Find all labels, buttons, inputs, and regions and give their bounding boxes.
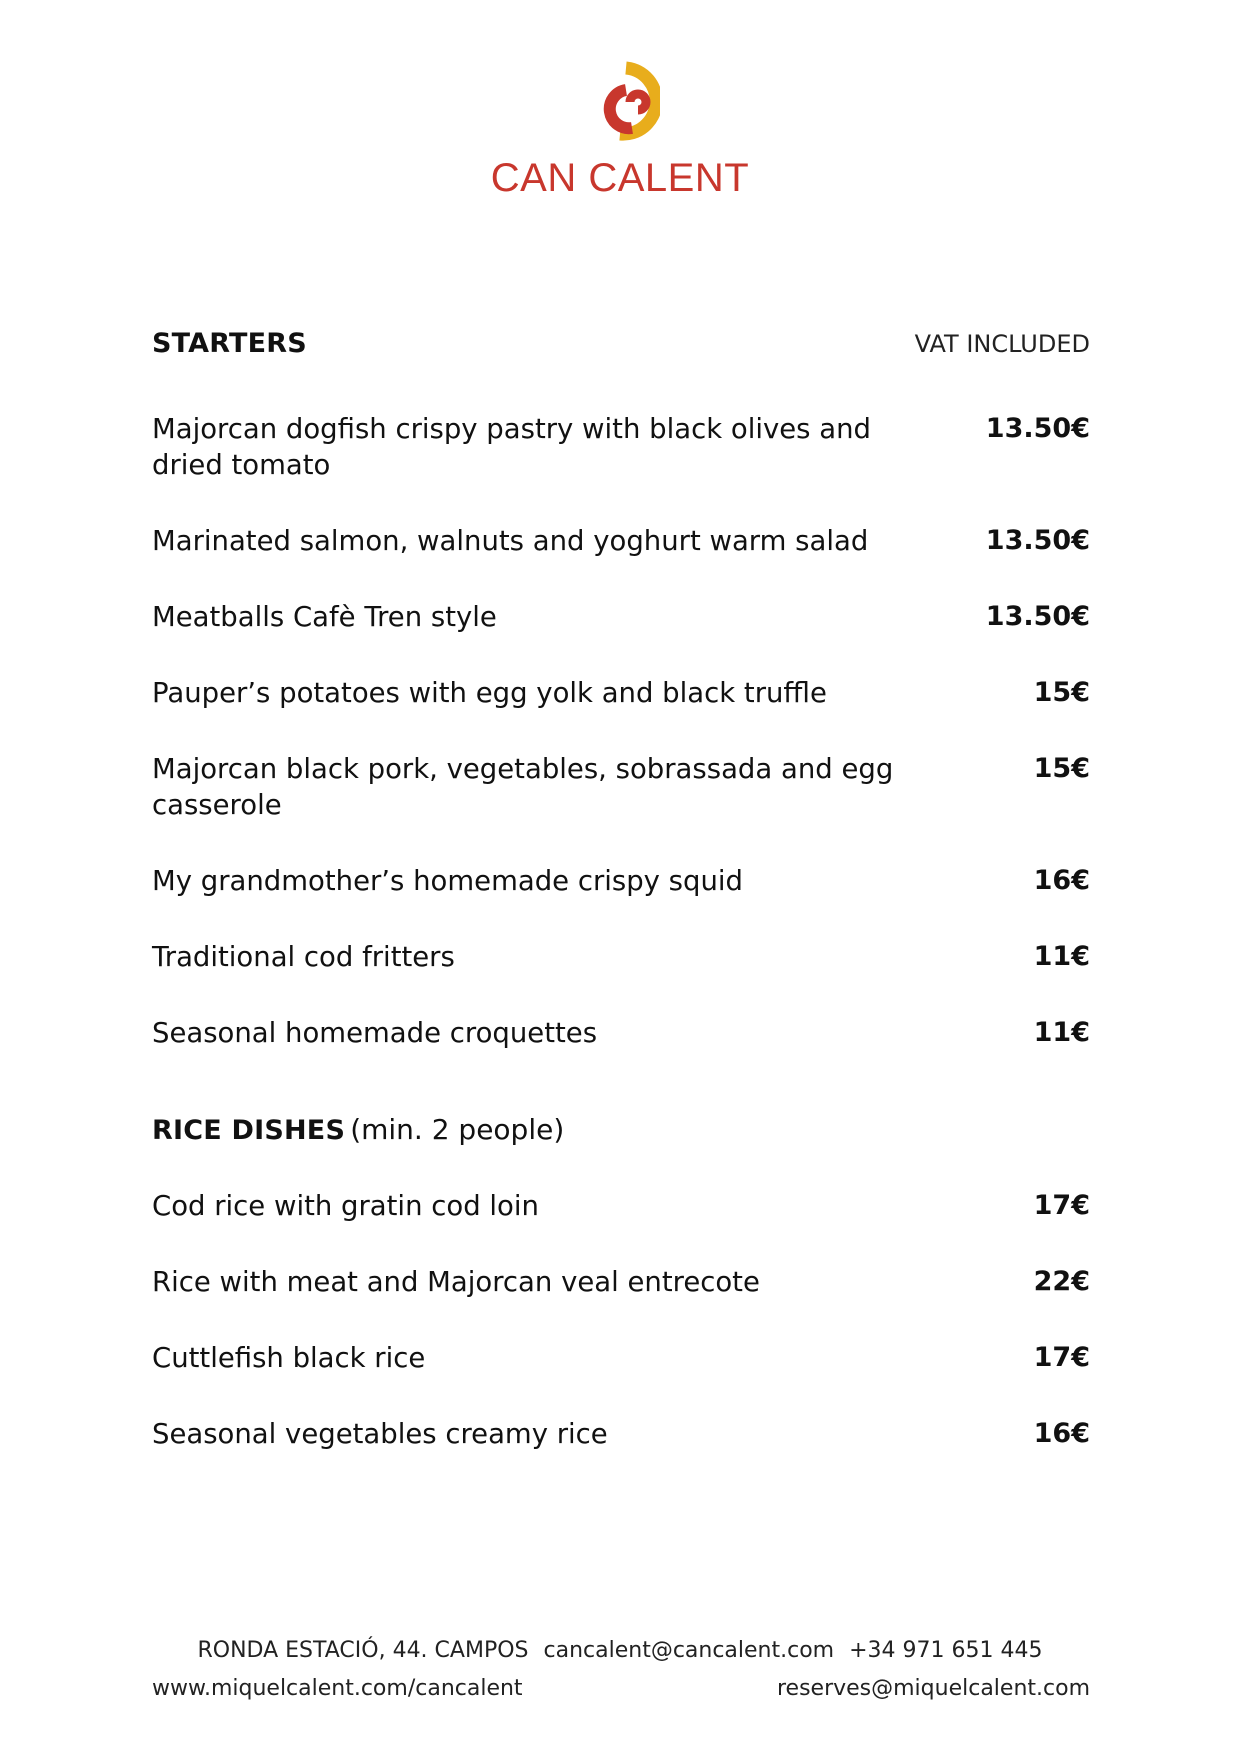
menu-item [152, 1188, 1090, 1224]
item-name: Seasonal homemade croquettes [152, 1017, 598, 1049]
starters-title: STARTERS [152, 328, 307, 359]
item-name: My grandmother’s homemade crispy squid [152, 865, 743, 897]
item-name: Majorcan dogfish crispy pastry with black olives and dried tomato [152, 413, 871, 481]
menu-item [152, 411, 1090, 483]
item-name: Meatballs Cafè Tren style [152, 601, 497, 633]
logo [0, 56, 1240, 201]
footer-contact [0, 1638, 1240, 1663]
item-price: 13.50€ [985, 525, 1090, 556]
item-price: 17€ [1033, 1190, 1090, 1221]
item-price: 11€ [1033, 941, 1090, 972]
item-name: Cuttlefish black rice [152, 1342, 426, 1374]
footer-phone[interactable]: +34 971 651 445 [849, 1638, 1043, 1663]
item-price: 22€ [1033, 1266, 1090, 1297]
rice-title-group [152, 1113, 564, 1146]
item-price: 15€ [1033, 677, 1090, 708]
footer-reservations-email[interactable]: reserves@miquelcalent.com [776, 1676, 1090, 1701]
item-name: Pauper’s potatoes with egg yolk and black truffle [152, 677, 827, 709]
item-name: Seasonal vegetables creamy rice [152, 1418, 608, 1450]
menu-item [152, 939, 1090, 975]
rice-title: RICE DISHES [152, 1115, 346, 1146]
menu-item [152, 863, 1090, 899]
item-price: 13.50€ [985, 413, 1090, 444]
item-price: 13.50€ [985, 601, 1090, 632]
menu-item [152, 751, 1090, 823]
rice-note: (min. 2 people) [350, 1113, 565, 1146]
menu-item [152, 1416, 1090, 1452]
item-name: Marinated salmon, walnuts and yoghurt warm salad [152, 525, 869, 557]
item-name: Majorcan black pork, vegetables, sobrassada and egg casserole [152, 753, 894, 821]
rice-list [152, 1188, 1090, 1452]
starters-list [152, 411, 1090, 1051]
footer-email[interactable]: cancalent@cancalent.com [543, 1638, 835, 1663]
footer-website[interactable]: www.miquelcalent.com/cancalent [152, 1676, 523, 1701]
menu-item [152, 1264, 1090, 1300]
brand-name: CAN CALENT [490, 156, 750, 200]
item-name: Traditional cod fritters [152, 941, 455, 973]
item-price: 16€ [1033, 865, 1090, 896]
menu-item [152, 1015, 1090, 1051]
menu-item [152, 523, 1090, 559]
item-price: 15€ [1033, 753, 1090, 784]
item-name: Rice with meat and Majorcan veal entrecote [152, 1266, 760, 1298]
vat-note: VAT INCLUDED [914, 330, 1090, 358]
footer-address: RONDA ESTACIÓ, 44. CAMPOS [197, 1638, 529, 1663]
rice-header [152, 1113, 1090, 1146]
can-calent-logo-icon [580, 56, 660, 146]
item-name: Cod rice with gratin cod loin [152, 1190, 539, 1222]
menu-item [152, 675, 1090, 711]
item-price: 17€ [1033, 1342, 1090, 1373]
menu-item [152, 1340, 1090, 1376]
footer-links [152, 1676, 1090, 1701]
menu-item [152, 599, 1090, 635]
menu [152, 328, 1090, 1492]
starters-header [152, 328, 1090, 359]
item-price: 11€ [1033, 1017, 1090, 1048]
item-price: 16€ [1033, 1418, 1090, 1449]
